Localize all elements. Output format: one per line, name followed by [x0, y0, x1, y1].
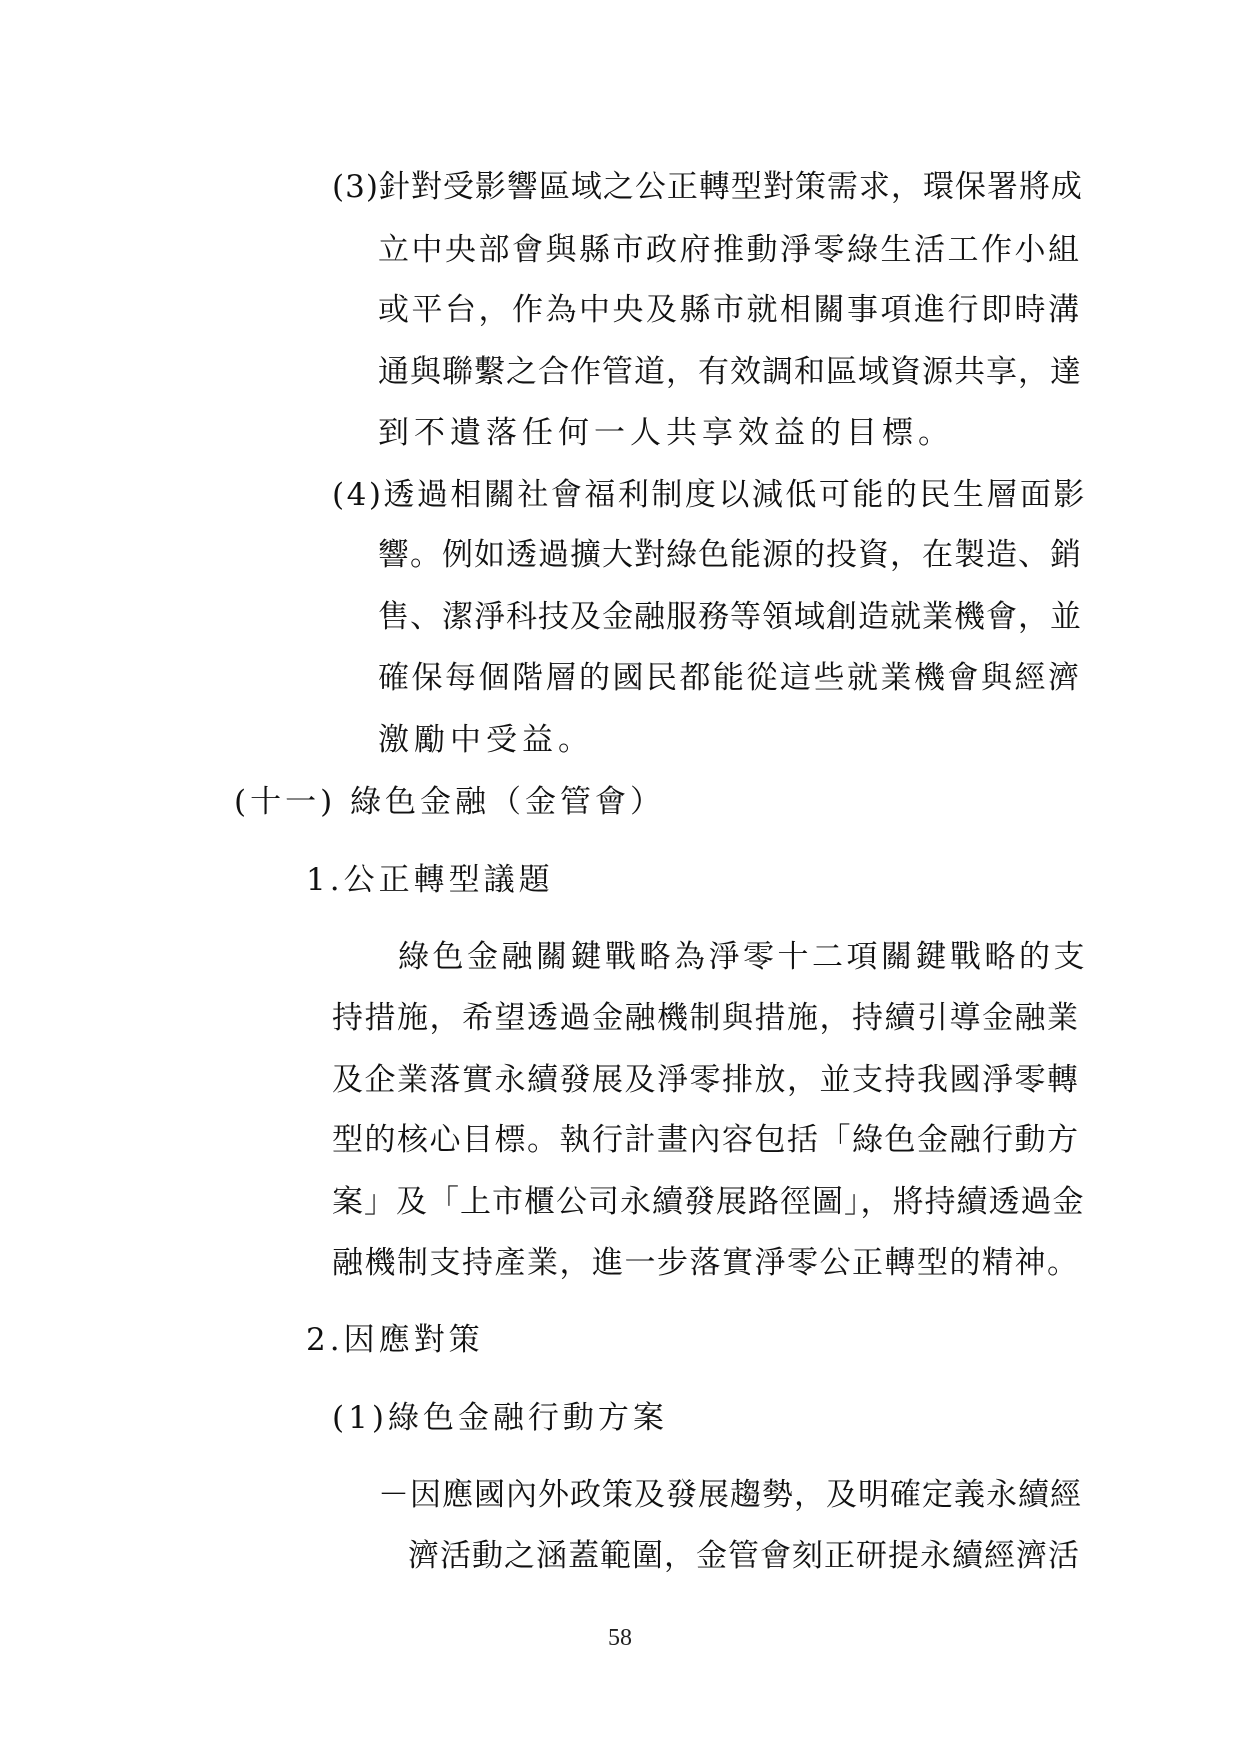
paragraph-line: (3)針對受影響區域之公正轉型對策需求，環保署將成	[332, 169, 1083, 205]
bullet-line: 濟活動之涵蓋範圍，金管會刻正研提永續經濟活	[408, 1538, 1080, 1574]
item-heading: (1)綠色金融行動方案	[332, 1400, 668, 1436]
subsection-heading: 1.公正轉型議題	[306, 862, 554, 898]
paragraph-line: 案」及「上市櫃公司永續發展路徑圖」，將持續透過金	[332, 1184, 1085, 1220]
paragraph-line: 響。例如透過擴大對綠色能源的投資，在製造、銷	[378, 537, 1082, 573]
paragraph-line: 及企業落實永續發展及淨零排放，並支持我國淨零轉	[332, 1062, 1080, 1098]
paragraph-line: 持措施，希望透過金融機制與措施，持續引導金融業	[332, 1000, 1080, 1036]
section-heading: (十一) 綠色金融（金管會）	[234, 784, 666, 820]
paragraph-line: 確保每個階層的國民都能從這些就業機會與經濟	[378, 660, 1082, 696]
paragraph-line: 售、潔淨科技及金融服務等領域創造就業機會，並	[378, 599, 1082, 635]
paragraph-line: 或平台，作為中央及縣市就相關事項進行即時溝	[378, 292, 1082, 328]
paragraph-line: 到不遺落任何一人共享效益的目標。	[378, 415, 954, 451]
bullet-line: －因應國內外政策及發展趨勢，及明確定義永續經	[378, 1477, 1082, 1513]
paragraph-line: 融機制支持產業，進一步落實淨零公正轉型的精神。	[332, 1245, 1080, 1281]
paragraph-line: 型的核心目標。執行計畫內容包括「綠色金融行動方	[332, 1122, 1080, 1158]
page-number: 58	[608, 1625, 632, 1651]
paragraph-line: 綠色金融關鍵戰略為淨零十二項關鍵戰略的支	[398, 939, 1088, 975]
paragraph-line: 激勵中受益。	[378, 722, 594, 758]
paragraph-line: 立中央部會與縣市政府推動淨零綠生活工作小組	[378, 232, 1082, 268]
subsection-heading: 2.因應對策	[306, 1322, 484, 1358]
paragraph-line: 通與聯繫之合作管道，有效調和區域資源共享，達	[378, 354, 1082, 390]
paragraph-line: (4)透過相關社會福利制度以減低可能的民生層面影	[332, 477, 1087, 513]
